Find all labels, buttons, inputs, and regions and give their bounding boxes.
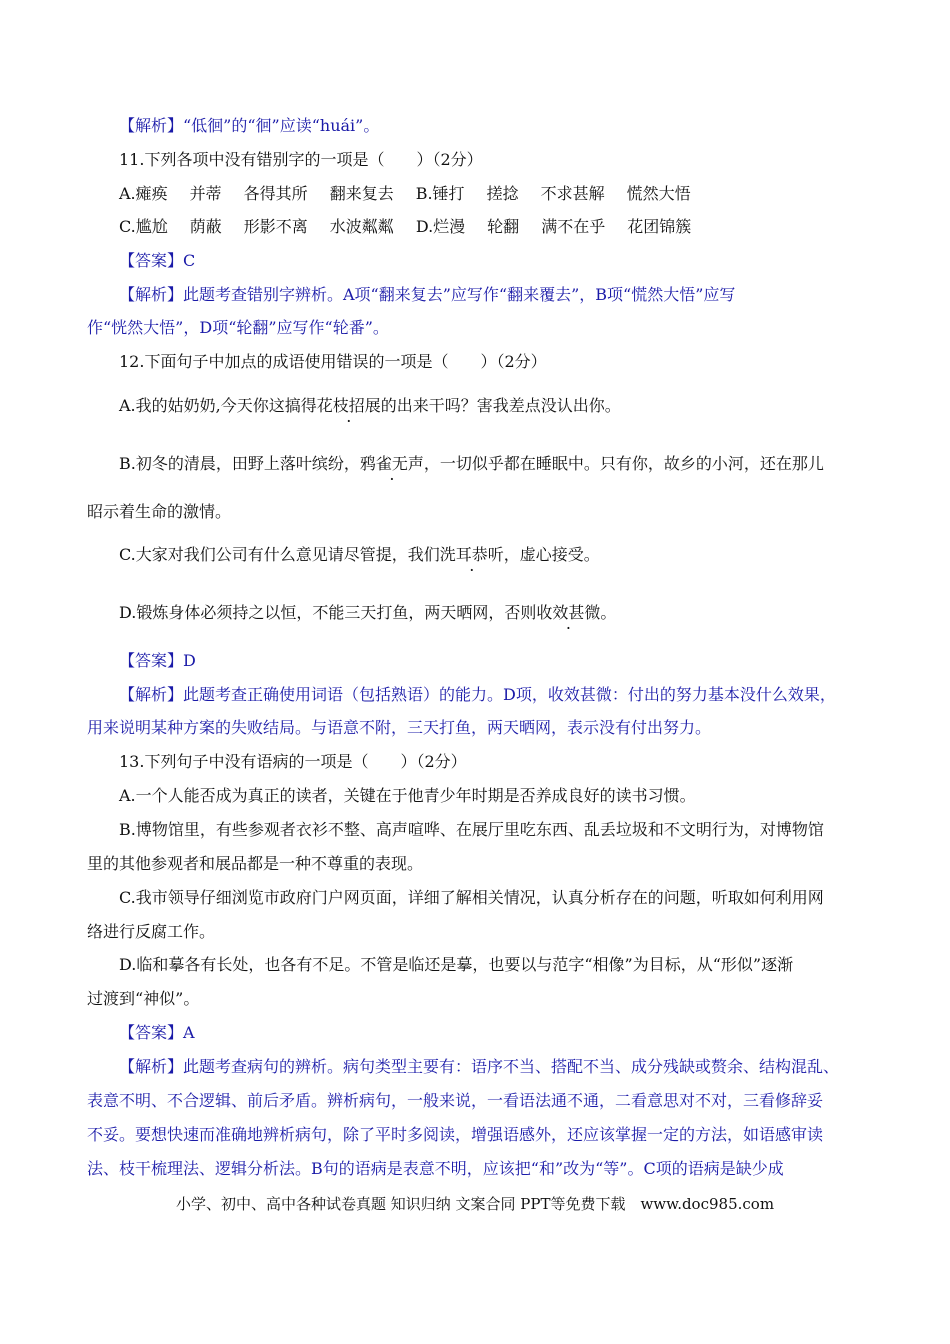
- question-12-option-b: [119, 454, 824, 474]
- explanation-10: 【解析】“低徊”的“徊”应读“huái”。: [119, 116, 380, 135]
- explanation-11-line2: 作“恍然大悟”，D项“轮翻”应写作“轮番”。: [87, 318, 389, 337]
- sentence-text: A.我的姑奶奶,今天你这搞得: [119, 396, 317, 415]
- sentence-text: C.大家对我们公司有什么意见请尽管提，我们: [119, 545, 440, 564]
- option-text: 荫蔽: [189, 217, 222, 236]
- question-12: 12.下面句子中加点的成语使用错误的一项是（ ）（2分）: [119, 352, 547, 371]
- question-12-option-c: [119, 545, 600, 565]
- option-text: D.烂漫: [415, 217, 466, 236]
- question-13-option-b-line1: B.博物馆里，有些参观者衣衫不整、高声喧哗、在展厅里吃东西、乱丢垃圾和不文明行为，对博物馆: [119, 820, 824, 839]
- answer-11: 【答案】C: [119, 251, 196, 270]
- explanation-13-line4: 法、枝干梳理法、逻辑分析法。B句的语病是表意不明，应该把“和”改为“等”。C项的语病是缺少成: [87, 1159, 784, 1178]
- explanation-13-line3: 不妥。要想快速而准确地辨析病句，除了平时多阅读，增强语感外，还应该掌握一定的方法，如语感审读: [87, 1125, 824, 1144]
- page-footer: 小学、初中、高中各种试卷真题 知识归纳 文案合同 PPT等免费下载 www.doc985.com: [175, 1195, 775, 1213]
- explanation-12-line1: 【解析】此题考查正确使用词语（包括熟语）的能力。D项，收效甚微：付出的努力基本没什么效果，: [119, 685, 836, 704]
- sentence-text: 的出来干吗？害我差点没认出你。: [380, 396, 621, 415]
- answer-13: 【答案】A: [119, 1023, 195, 1042]
- option-text: 各得其所: [243, 184, 308, 203]
- sentence-text: D.锻炼身体必须持之以恒，不能三天打鱼，两天晒网，否则: [119, 603, 537, 622]
- question-11-options-cd: [119, 217, 713, 237]
- option-text: C.尴尬: [119, 217, 168, 236]
- option-text: 轮翻: [487, 217, 520, 236]
- question-13-option-d-line2: 过渡到“神似”。: [87, 989, 200, 1008]
- question-13-option-d-line1: D.临和摹各有长处，也各有不足。不管是临还是摹，也要以与范字“相像”为目标，从“形似”逐渐: [119, 955, 794, 974]
- option-text: B.锤打: [415, 184, 465, 203]
- sentence-text: ，一切似乎都在睡眠中。只有你，故乡的小河，还在那儿: [423, 454, 824, 473]
- sentence-text: ，虚心接受。: [503, 545, 600, 564]
- question-13-option-a: A.一个人能否成为真正的读者，关键在于他青少年时期是否养成良好的读书习惯。: [119, 786, 696, 805]
- dotted-idiom: 收效甚微: [536, 603, 601, 622]
- question-13-option-c-line1: C.我市领导仔细浏览市政府门户网页面，详细了解相关情况，认真分析存在的问题，听取如何利用网: [119, 888, 824, 907]
- dotted-idiom: 花枝招展: [316, 396, 381, 415]
- option-text: 不求甚解: [540, 184, 605, 203]
- explanation-11-line1: 【解析】此题考查错别字辨析。A项“翻来复去”应写作“翻来覆去”，B项“慌然大悟”应写: [119, 285, 736, 304]
- sentence-text: 。: [600, 603, 617, 622]
- question-12-option-d: [119, 603, 616, 623]
- explanation-13-line2: 表意不明、不合逻辑、前后矛盾。辨析病句，一般来说，一看语法通不通，二看意思对不对，三看修辞妥: [87, 1091, 824, 1110]
- option-text: 形影不离: [243, 217, 308, 236]
- answer-12: 【答案】D: [119, 651, 196, 670]
- question-12-option-b-cont: 昭示着生命的激情。: [87, 502, 232, 521]
- option-text: 翻来复去: [329, 184, 394, 203]
- option-text: 满不在乎: [541, 217, 606, 236]
- question-13: 13.下列句子中没有语病的一项是（ ）（2分）: [119, 752, 467, 771]
- explanation-12-line2: 用来说明某种方案的失败结局。与语意不附，三天打鱼，两天晒网，表示没有付出努力。: [87, 718, 712, 737]
- option-text: A.瘫痪: [119, 184, 168, 203]
- question-11-options-ab: [119, 184, 713, 204]
- explanation-13-line1: 【解析】此题考查病句的辨析。病句类型主要有：语序不当、搭配不当、成分残缺或赘余、结构混乱、: [119, 1057, 840, 1076]
- option-text: 慌然大悟: [626, 184, 691, 203]
- question-11: 11.下列各项中没有错别字的一项是（ ）（2分）: [119, 150, 483, 169]
- dotted-idiom: 鸦雀无声: [359, 454, 424, 473]
- option-text: 花团锦簇: [627, 217, 692, 236]
- question-13-option-b-line2: 里的其他参观者和展品都是一种不尊重的表现。: [87, 854, 424, 873]
- option-text: 水波粼粼: [329, 217, 394, 236]
- option-text: 搓捻: [486, 184, 519, 203]
- question-12-option-a: [119, 396, 621, 416]
- option-text: 并蒂: [189, 184, 222, 203]
- dotted-idiom: 洗耳恭听: [439, 545, 504, 564]
- sentence-text: B.初冬的清晨，田野上落叶缤纷，: [119, 454, 360, 473]
- question-13-option-c-line2: 络进行反腐工作。: [87, 922, 216, 941]
